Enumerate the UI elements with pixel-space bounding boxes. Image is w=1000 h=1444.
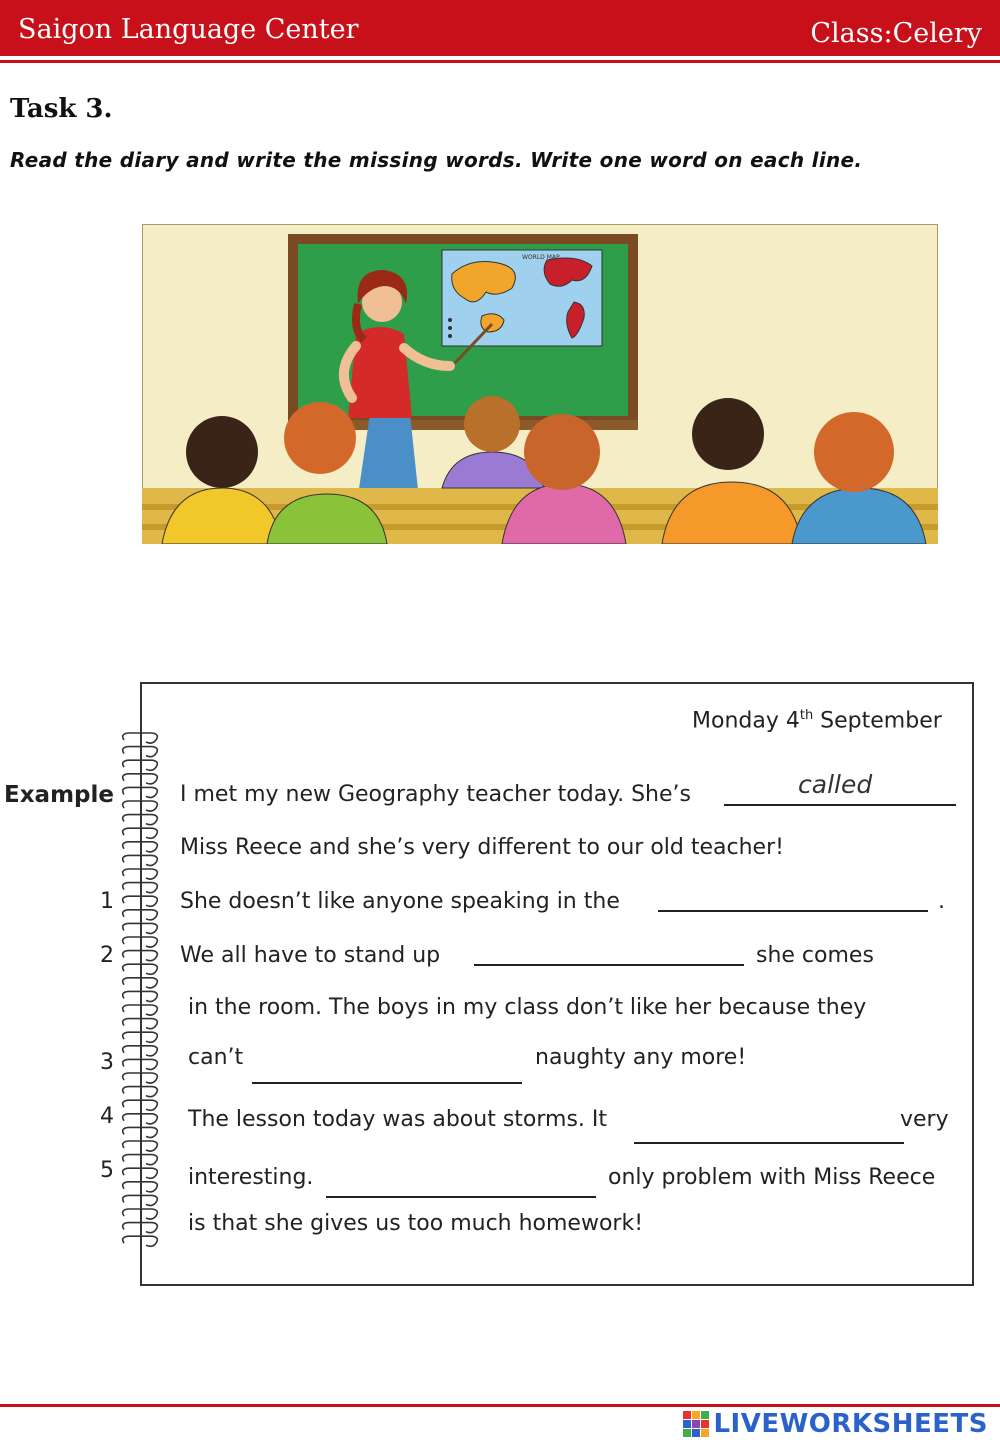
spiral-coil bbox=[123, 1019, 158, 1029]
spiral-coil bbox=[123, 1223, 158, 1233]
footer-divider bbox=[0, 1404, 1000, 1407]
spiral-coil bbox=[123, 1168, 158, 1178]
spiral-coil bbox=[123, 747, 158, 757]
diary-line-1: I met my new Geography teacher today. She’s bbox=[180, 782, 691, 807]
spiral-coil bbox=[123, 1046, 158, 1056]
spiral-coil bbox=[123, 1209, 158, 1219]
spiral-coil bbox=[123, 964, 158, 974]
diary-line-6: can’t bbox=[188, 1045, 244, 1070]
spiral-coil bbox=[123, 923, 158, 933]
header-divider bbox=[0, 60, 1000, 63]
classroom-illustration bbox=[142, 224, 938, 544]
liveworksheets-logo bbox=[682, 1408, 988, 1440]
spiral-coil bbox=[123, 828, 158, 838]
logo-grid-icon bbox=[682, 1410, 710, 1438]
spiral-coil bbox=[123, 869, 158, 879]
spiral-coil bbox=[123, 801, 158, 811]
diary-line-4-end: she comes bbox=[756, 943, 874, 968]
spiral-coil bbox=[123, 1155, 158, 1165]
spiral-coil bbox=[123, 1100, 158, 1110]
spiral-coil bbox=[123, 1032, 158, 1042]
diary-line-8-end: only problem with Miss Reece bbox=[608, 1165, 936, 1190]
task-instructions: Read the diary and write the missing words. Write one word on each line. bbox=[10, 148, 863, 172]
spiral-coil bbox=[123, 1087, 158, 1097]
diary-date bbox=[692, 708, 942, 733]
spiral-coil bbox=[123, 883, 158, 893]
date-suffix: th bbox=[799, 708, 814, 723]
spiral-coil bbox=[123, 937, 158, 947]
example-answer-line bbox=[724, 804, 956, 806]
question-number-3: 3 bbox=[100, 1050, 114, 1075]
diary-line-5: in the room. The boys in my class don’t like her because they bbox=[188, 995, 867, 1020]
diary-line-9: is that she gives us too much homework! bbox=[188, 1211, 644, 1236]
diary-line-7-end: very bbox=[900, 1107, 949, 1132]
spiral-coil bbox=[123, 1182, 158, 1192]
spiral-coil bbox=[123, 1127, 158, 1137]
answer-blank-2[interactable] bbox=[474, 964, 744, 966]
question-number-4: 4 bbox=[100, 1104, 114, 1129]
header-bar bbox=[0, 0, 1000, 56]
diary-line-2: Miss Reece and she’s very different to our old teacher! bbox=[180, 835, 784, 860]
spiral-coil bbox=[123, 978, 158, 988]
spiral-coil bbox=[123, 910, 158, 920]
answer-blank-1[interactable] bbox=[658, 910, 928, 912]
spiral-coil bbox=[123, 1236, 158, 1246]
diary-line-4: We all have to stand up bbox=[180, 943, 441, 968]
diary-line-7: The lesson today was about storms. It bbox=[188, 1107, 608, 1132]
spiral-coil bbox=[123, 733, 158, 743]
spiral-coil bbox=[123, 1059, 158, 1069]
spiral-coil bbox=[123, 815, 158, 825]
school-name: Saigon Language Center bbox=[18, 14, 359, 45]
example-answer: called bbox=[798, 770, 873, 799]
diary-line-3: She doesn’t like anyone speaking in the bbox=[180, 889, 620, 914]
diary-line-3-end: . bbox=[938, 889, 945, 914]
spiral-coil bbox=[123, 991, 158, 1001]
spiral-coil bbox=[123, 787, 158, 797]
spiral-coil bbox=[123, 1114, 158, 1124]
diary-line-8: interesting. bbox=[188, 1165, 314, 1190]
answer-blank-4[interactable] bbox=[634, 1142, 904, 1144]
spiral-coil bbox=[123, 774, 158, 784]
spiral-coil bbox=[123, 896, 158, 906]
question-number-5: 5 bbox=[100, 1158, 114, 1183]
answer-blank-5[interactable] bbox=[326, 1196, 596, 1198]
spiral-coil bbox=[123, 1005, 158, 1015]
date-month: September bbox=[813, 708, 942, 734]
question-number-2: 2 bbox=[100, 943, 114, 968]
spiral-coil bbox=[123, 1195, 158, 1205]
date-day: Monday 4 bbox=[692, 708, 800, 734]
class-name: Class:Celery bbox=[810, 18, 982, 49]
task-title: Task 3. bbox=[10, 94, 113, 124]
spiral-coil bbox=[123, 760, 158, 770]
spiral-coil bbox=[123, 1141, 158, 1151]
spiral-coil bbox=[123, 855, 158, 865]
world-map bbox=[442, 250, 602, 346]
notebook-spiral bbox=[118, 728, 168, 1248]
spiral-coil bbox=[123, 951, 158, 961]
answer-blank-3[interactable] bbox=[252, 1082, 522, 1084]
question-number-1: 1 bbox=[100, 889, 114, 914]
brand-name: LIVEWORKSHEETS bbox=[713, 1409, 988, 1439]
example-label: Example bbox=[4, 782, 114, 808]
spiral-coil bbox=[123, 1073, 158, 1083]
map-title: WORLD MAP bbox=[522, 254, 560, 261]
diary-line-6-end: naughty any more! bbox=[535, 1045, 747, 1070]
spiral-coil bbox=[123, 842, 158, 852]
